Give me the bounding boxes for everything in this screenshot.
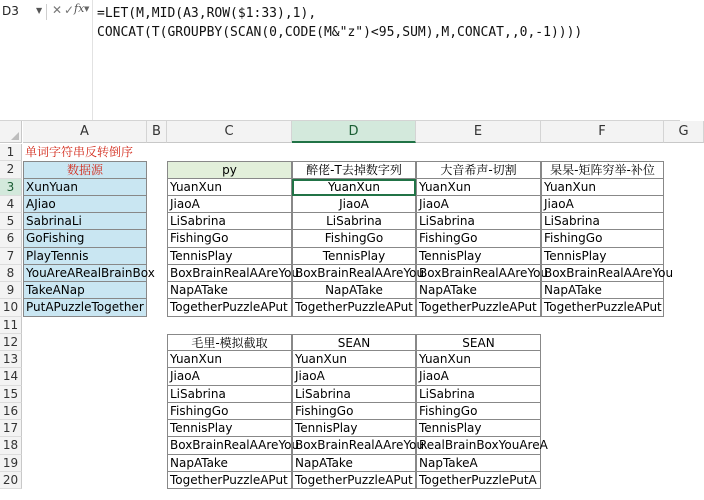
row-header-3[interactable]: 3 <box>0 179 22 196</box>
result-cell[interactable]: TennisPlay <box>167 248 292 265</box>
result-cell[interactable]: YuanXun <box>416 179 541 196</box>
result-cell[interactable]: JiaoA <box>167 196 292 213</box>
result-cell[interactable]: YuanXun <box>416 351 541 368</box>
cancel-icon[interactable]: ✕ <box>52 3 63 17</box>
result-cell[interactable]: YuanXun <box>167 351 292 368</box>
row-header-10[interactable]: 10 <box>0 299 22 316</box>
column-header-e[interactable]: E <box>416 121 541 143</box>
formula-input[interactable] <box>97 4 582 42</box>
active-cell-d3[interactable]: YuanXun <box>292 179 416 196</box>
column-header-a[interactable]: A <box>23 121 147 143</box>
spreadsheet-grid <box>0 121 689 500</box>
row-header-18[interactable]: 18 <box>0 437 22 454</box>
result-cell[interactable]: JiaoA <box>416 196 541 213</box>
formula-line-1: =LET(M,MID(A3,ROW($1:33),1), <box>97 6 317 21</box>
result-cell[interactable]: BoxBrainRealAAreYou <box>167 265 292 282</box>
source-cell[interactable]: XunYuan <box>23 179 147 196</box>
result-header-cell[interactable]: py <box>167 161 292 178</box>
result-cell[interactable]: NapATake <box>416 282 541 299</box>
result-cell[interactable]: BoxBrainRealAAreYou <box>541 265 664 282</box>
result-header-cell[interactable]: 醉佬-T去掉数字列 <box>292 161 416 178</box>
source-cell[interactable]: GoFishing <box>23 230 147 247</box>
result-cell[interactable]: LiSabrina <box>167 386 292 403</box>
row-header-20[interactable]: 20 <box>0 472 22 489</box>
insert-function-icon[interactable]: fx <box>74 2 85 15</box>
result-cell[interactable]: NapATake <box>292 282 416 299</box>
result-cell[interactable]: FishingGo <box>167 403 292 420</box>
result-cell[interactable]: LiSabrina <box>167 213 292 230</box>
result-cell[interactable]: YuanXun <box>292 351 416 368</box>
column-header-g[interactable]: G <box>664 121 704 143</box>
row-header-17[interactable]: 17 <box>0 420 22 437</box>
result-cell[interactable]: NapTakeA <box>416 455 541 472</box>
select-all-corner[interactable] <box>0 121 22 143</box>
result-cell[interactable]: NapATake <box>167 455 292 472</box>
result-cell[interactable]: TennisPlay <box>292 248 416 265</box>
result-cell[interactable]: JiaoA <box>541 196 664 213</box>
row-header-6[interactable]: 6 <box>0 230 22 247</box>
result-cell[interactable]: JiaoA <box>416 368 541 385</box>
title-cell[interactable]: 单词字符串反转倒序 <box>25 145 134 159</box>
enter-icon[interactable]: ✓ <box>64 3 75 17</box>
result-cell[interactable]: LiSabrina <box>292 386 416 403</box>
row-header-4[interactable]: 4 <box>0 196 22 213</box>
result-header-cell[interactable]: 大音希声-切割 <box>416 161 541 178</box>
result-cell[interactable]: TogetherPuzzleAPut <box>541 299 664 316</box>
result-cell[interactable]: TogetherPuzzleAPut <box>167 299 292 316</box>
result-cell[interactable]: TogetherPuzzleAPut <box>167 472 292 489</box>
result-cell[interactable]: TennisPlay <box>541 248 664 265</box>
name-box-dropdown-icon[interactable]: ▼ <box>36 6 43 15</box>
source-cell[interactable]: TakeANap <box>23 282 147 299</box>
result-cell[interactable]: BoxBrainRealAAreYou <box>292 265 416 282</box>
result-cell[interactable]: TogetherPuzzleAPut <box>292 299 416 316</box>
result-cell[interactable]: LiSabrina <box>416 213 541 230</box>
column-header-d[interactable]: D <box>292 121 416 143</box>
source-header-cell[interactable]: 数据源 <box>23 161 147 178</box>
row-header-9[interactable]: 9 <box>0 282 22 299</box>
function-dropdown-icon[interactable]: ▼ <box>84 5 90 13</box>
row-header-19[interactable]: 19 <box>0 455 22 472</box>
result-header-cell[interactable]: 毛里-模拟截取 <box>167 334 292 351</box>
result-cell[interactable]: FishingGo <box>541 230 664 247</box>
result-cell[interactable]: TennisPlay <box>292 420 416 437</box>
result-cell[interactable]: JiaoA <box>167 368 292 385</box>
result-cell[interactable]: TennisPlay <box>416 420 541 437</box>
row-header-11[interactable]: 11 <box>0 317 22 334</box>
result-header-cell[interactable]: SEAN <box>416 334 541 351</box>
result-cell[interactable]: LiSabrina <box>292 213 416 230</box>
formula-line-2: CONCAT(T(GROUPBY(SCAN(0,CODE(M&"z")<95,SUM),M,CONCAT,,0,-1)))) <box>97 25 583 40</box>
row-header-13[interactable]: 13 <box>0 351 22 368</box>
result-cell[interactable]: TogetherPuzzlePutA <box>416 472 541 489</box>
result-cell[interactable]: FishingGo <box>416 230 541 247</box>
source-cell[interactable]: YouAreARealBrainBox <box>23 265 147 282</box>
cell-area <box>23 144 680 500</box>
result-cell[interactable]: JiaoA <box>292 196 416 213</box>
result-cell[interactable]: NapATake <box>167 282 292 299</box>
result-cell[interactable]: LiSabrina <box>541 213 664 230</box>
result-cell[interactable]: TennisPlay <box>416 248 541 265</box>
result-cell[interactable]: LiSabrina <box>416 386 541 403</box>
result-header-cell[interactable]: 杲杲-矩阵穷举-补位 <box>541 161 664 178</box>
result-cell[interactable]: RealBrainBoxYouAreA <box>416 437 541 454</box>
source-cell[interactable]: AJiao <box>23 196 147 213</box>
result-cell[interactable]: BoxBrainRealAAreYou <box>167 437 292 454</box>
select-all-icon <box>11 132 19 140</box>
name-box[interactable]: D3 <box>2 4 19 18</box>
source-cell[interactable]: PlayTennis <box>23 248 147 265</box>
result-cell[interactable]: YuanXun <box>541 179 664 196</box>
row-header-2[interactable]: 2 <box>0 161 22 178</box>
column-header-b[interactable]: B <box>147 121 167 143</box>
source-cell[interactable]: PutAPuzzleTogether <box>23 299 147 316</box>
result-cell[interactable]: YuanXun <box>167 179 292 196</box>
result-cell[interactable]: FishingGo <box>292 230 416 247</box>
row-header-8[interactable]: 8 <box>0 265 22 282</box>
result-cell[interactable]: FishingGo <box>167 230 292 247</box>
result-cell[interactable]: FishingGo <box>292 403 416 420</box>
result-header-cell[interactable]: SEAN <box>292 334 416 351</box>
result-cell[interactable]: TogetherPuzzleAPut <box>292 472 416 489</box>
column-header-f[interactable]: F <box>541 121 664 143</box>
source-cell[interactable]: SabrinaLi <box>23 213 147 230</box>
row-header-14[interactable]: 14 <box>0 368 22 385</box>
formula-bar-divider <box>46 4 47 20</box>
result-cell[interactable]: NapATake <box>541 282 664 299</box>
row-header-5[interactable]: 5 <box>0 213 22 230</box>
result-cell[interactable]: FishingGo <box>416 403 541 420</box>
result-cell[interactable]: NapATake <box>292 455 416 472</box>
result-cell[interactable]: TogetherPuzzleAPut <box>416 299 541 316</box>
row-header-16[interactable]: 16 <box>0 403 22 420</box>
result-cell[interactable]: BoxBrainRealAAreYou <box>416 265 541 282</box>
row-header-1[interactable]: 1 <box>0 144 22 161</box>
row-header-7[interactable]: 7 <box>0 248 22 265</box>
result-cell[interactable]: BoxBrainRealAAreYou <box>292 437 416 454</box>
column-header-c[interactable]: C <box>167 121 292 143</box>
row-header-12[interactable]: 12 <box>0 334 22 351</box>
result-cell[interactable]: JiaoA <box>292 368 416 385</box>
formula-bar <box>0 0 680 121</box>
row-header-15[interactable]: 15 <box>0 386 22 403</box>
result-cell[interactable]: TennisPlay <box>167 420 292 437</box>
formula-input-divider <box>92 0 93 120</box>
